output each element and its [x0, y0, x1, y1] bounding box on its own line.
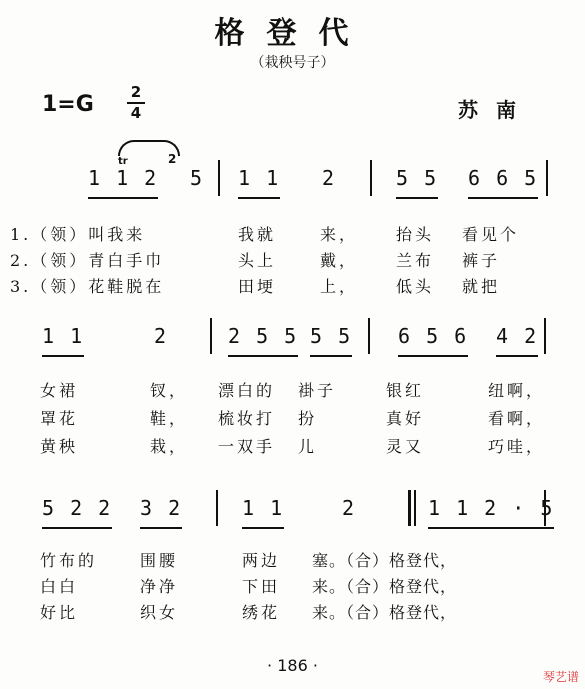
lyric: 绣花 — [242, 603, 281, 622]
notes: 1 1 — [42, 324, 85, 348]
lyric: 3.（领）花鞋脱在 — [10, 277, 165, 296]
beam — [242, 527, 284, 529]
beam — [396, 197, 438, 199]
beam — [310, 355, 352, 357]
beam — [88, 197, 158, 199]
lyric: 净净 — [140, 577, 179, 596]
beam — [228, 355, 298, 357]
barline — [370, 160, 372, 196]
barline — [414, 490, 416, 526]
lyric: 白白 — [40, 577, 79, 596]
lyric: 鞋， — [150, 409, 189, 428]
note-group — [428, 496, 554, 520]
lyric: 看见个 — [462, 225, 520, 244]
lyric: 女裙 — [40, 381, 79, 400]
barline — [544, 490, 546, 526]
barline — [216, 490, 218, 526]
lyric: 兰布 — [396, 251, 435, 270]
note-group — [228, 324, 298, 348]
lyric: 竹布的 — [40, 551, 98, 570]
lyric: 儿 — [298, 437, 318, 456]
lyric: 就把 — [462, 277, 501, 296]
staff-row-3 — [0, 488, 585, 528]
lyric: 下田 — [242, 577, 281, 596]
beam — [140, 527, 182, 529]
song-subtitle: （栽秧号子） — [250, 55, 335, 71]
notes: 1 1 2 · 5 — [428, 496, 555, 520]
barline — [544, 318, 546, 354]
lyric: 我就 — [238, 225, 277, 244]
trill-mark: tr — [118, 156, 128, 167]
lyric: 纽啊， — [488, 381, 546, 400]
lyric: 戴， — [320, 251, 359, 270]
notes: 2 — [154, 324, 169, 348]
note-group — [468, 166, 538, 190]
lyric: 来， — [320, 225, 359, 244]
beam — [496, 355, 538, 357]
barline — [546, 160, 548, 196]
lyric: 1.（领）叫我来 — [10, 225, 146, 244]
lyric: 褂子 — [298, 381, 337, 400]
barline — [210, 318, 212, 354]
grace-note: 2 — [168, 152, 177, 166]
beam — [238, 197, 280, 199]
beam — [428, 527, 554, 529]
staff-row-1 — [0, 152, 585, 198]
notes: 2 — [342, 496, 357, 520]
beam — [468, 197, 538, 199]
beam — [42, 355, 84, 357]
lyric: 织女 — [140, 603, 179, 622]
barline — [368, 318, 370, 354]
lyric: 来。（合）格登代， — [312, 603, 458, 622]
notes: 3 2 — [140, 496, 183, 520]
key-signature: 1=G — [42, 92, 94, 117]
notes: 6 5 6 — [398, 324, 469, 348]
lyric: 抬头 — [396, 225, 435, 244]
note-group — [42, 324, 84, 348]
note-group — [88, 166, 158, 190]
lyric: 一双手 — [218, 437, 276, 456]
lyric: 栽， — [150, 437, 189, 456]
note-group — [310, 324, 352, 348]
notes: 1 1 — [238, 166, 281, 190]
staff-row-2 — [0, 316, 585, 356]
notes: 5 — [190, 166, 205, 190]
lyric: 来。（合）格登代， — [312, 577, 458, 596]
note-group — [496, 324, 538, 348]
lyric: 两边 — [242, 551, 281, 570]
lyric: 裤子 — [462, 251, 501, 270]
notes: 1 1 — [242, 496, 285, 520]
lyric: 上， — [320, 277, 359, 296]
watermark-logo: 琴艺谱 — [542, 670, 579, 684]
page-number: · 186 · — [267, 656, 318, 675]
notes: 5 5 — [310, 324, 353, 348]
note-group — [322, 166, 336, 190]
song-title: 格登代 — [214, 16, 371, 51]
lyric: 梳妆打 — [218, 409, 276, 428]
notes: 2 5 5 — [228, 324, 299, 348]
region-label: 苏南 — [458, 98, 534, 122]
lyric: 好比 — [40, 603, 79, 622]
lyric: 钗， — [150, 381, 189, 400]
lyric: 低头 — [396, 277, 435, 296]
notes: 4 2 — [496, 324, 539, 348]
lyric: 真好 — [386, 409, 425, 428]
note-group — [42, 496, 112, 520]
lyric: 巧哇， — [488, 437, 546, 456]
note-group — [154, 324, 168, 348]
lyric: 田埂 — [238, 277, 277, 296]
beam — [42, 527, 112, 529]
notes: 1 1 2 — [88, 166, 159, 190]
lyric: 漂白的 — [218, 381, 276, 400]
repeat-barline — [408, 490, 411, 526]
lyric: 罩花 — [40, 409, 79, 428]
lyric: 灵又 — [386, 437, 425, 456]
lyric: 看啊， — [488, 409, 546, 428]
notes: 2 — [322, 166, 337, 190]
note-group — [190, 166, 204, 190]
lyric: 黄秧 — [40, 437, 79, 456]
note-group — [242, 496, 284, 520]
time-signature — [127, 84, 145, 122]
lyric: 2.（领）青白手巾 — [10, 251, 165, 270]
note-group — [238, 166, 280, 190]
note-group — [342, 496, 356, 520]
lyric: 头上 — [238, 251, 277, 270]
beam — [398, 355, 468, 357]
lyric: 围腰 — [140, 551, 179, 570]
lyric: 银红 — [386, 381, 425, 400]
notes: 6 6 5 — [468, 166, 539, 190]
meter-bottom: 4 — [130, 104, 142, 122]
barline — [218, 160, 220, 196]
note-group — [140, 496, 182, 520]
note-group — [398, 324, 468, 348]
meter-top: 2 — [130, 83, 142, 101]
lyric: 扮 — [298, 409, 318, 428]
note-group — [396, 166, 438, 190]
notes: 5 2 2 — [42, 496, 113, 520]
lyric: 塞。（合）格登代， — [312, 551, 458, 570]
notes: 5 5 — [396, 166, 439, 190]
